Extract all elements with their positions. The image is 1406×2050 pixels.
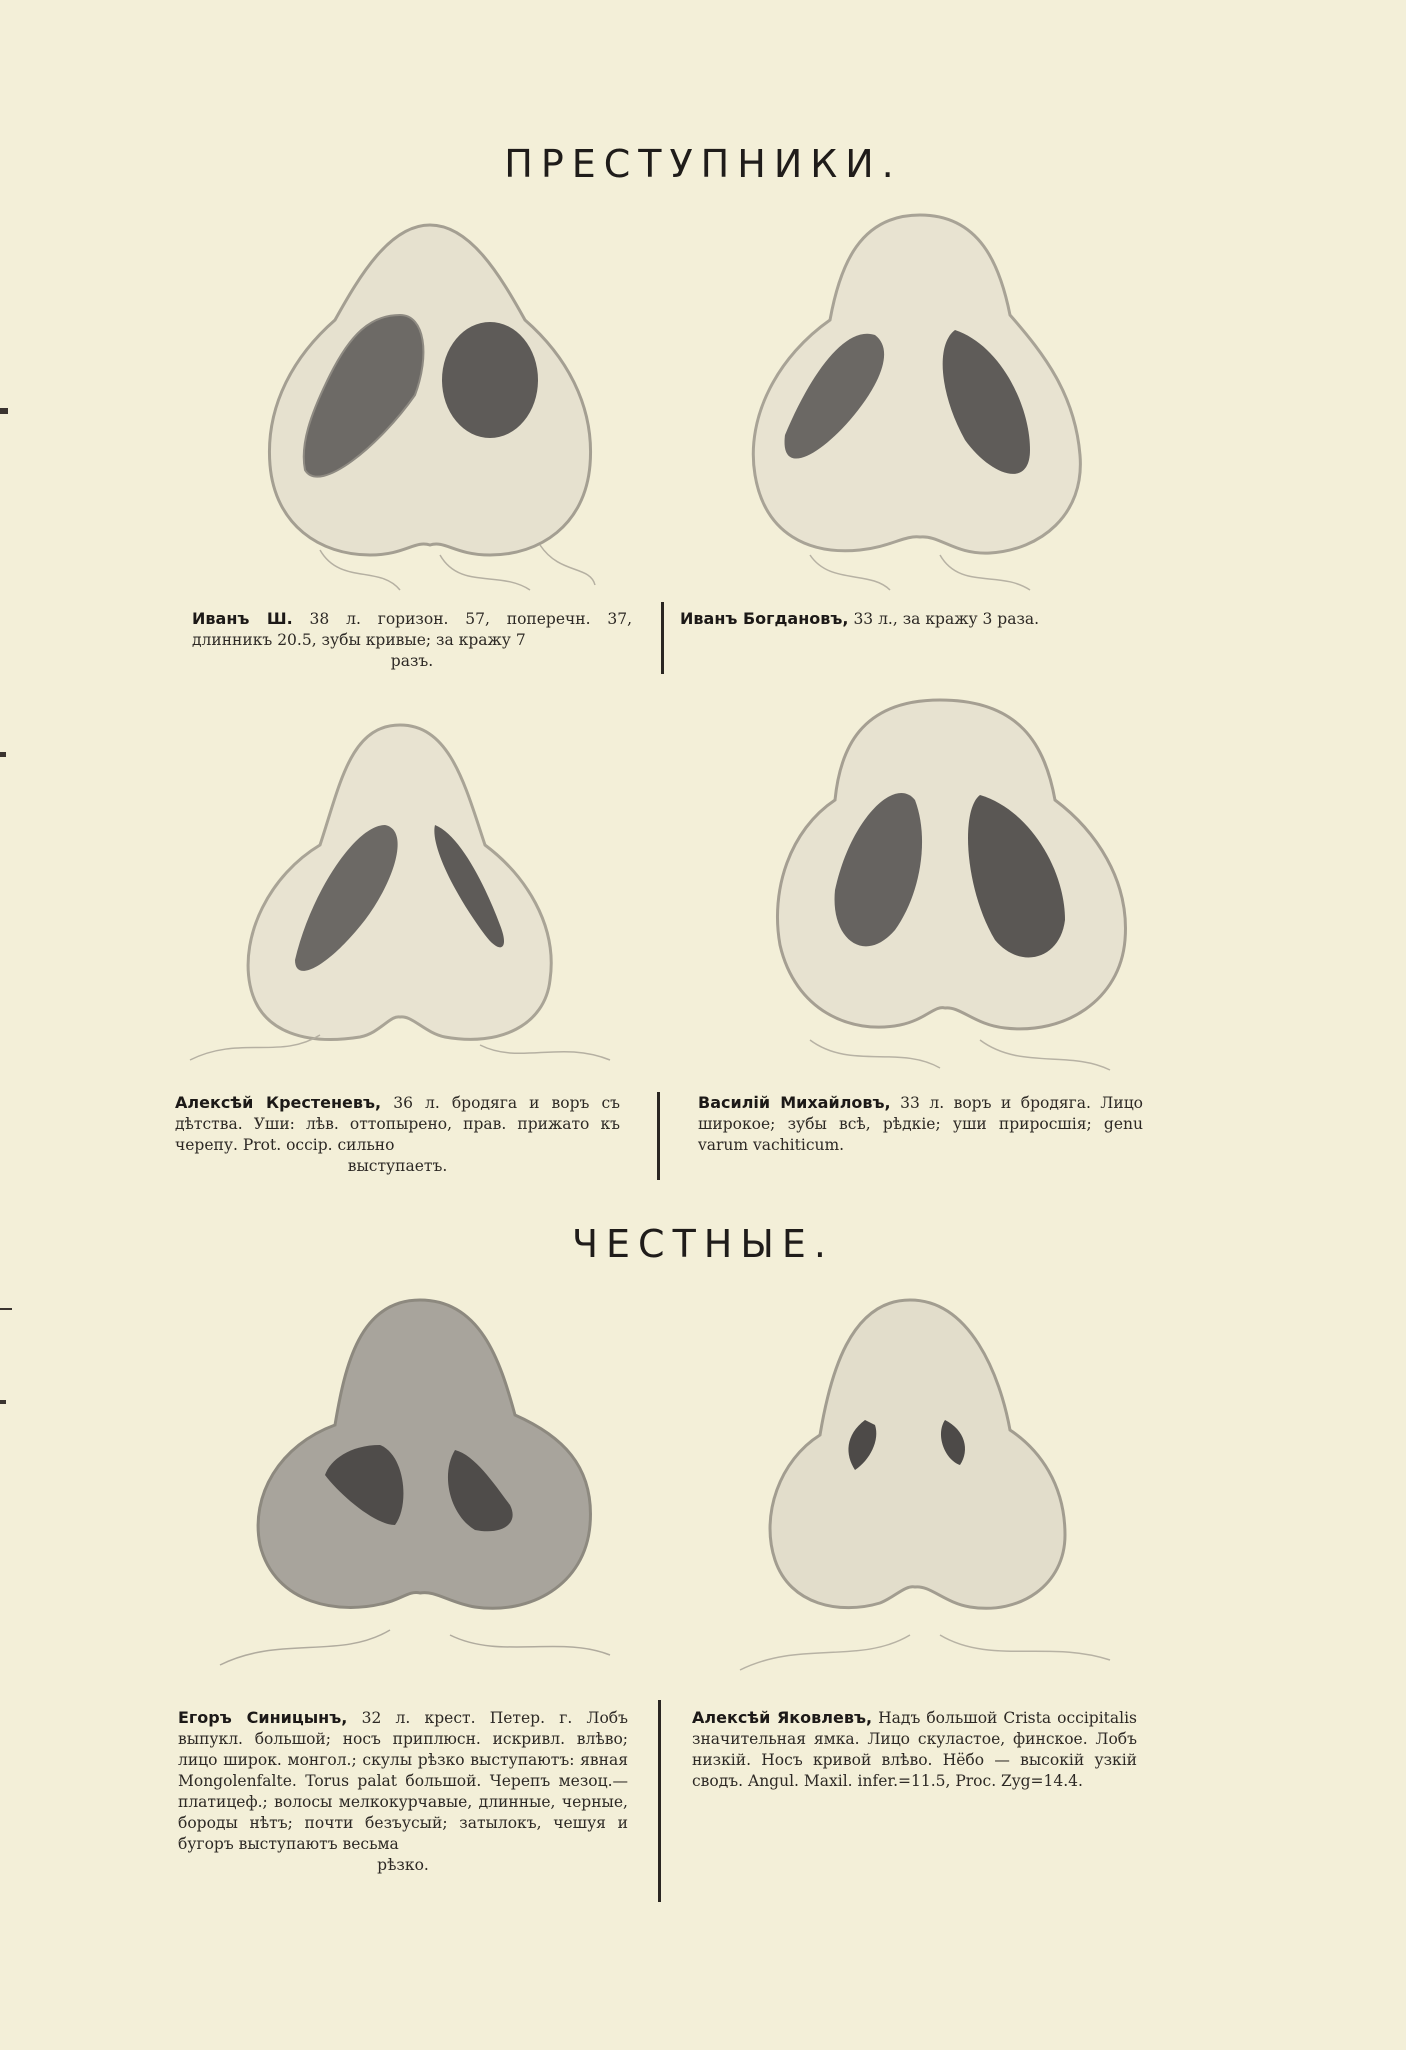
nose-illustration-1 [240,205,620,595]
caption-ivan-bogdanov [680,608,1140,630]
caption-ivan-sh [192,608,632,672]
nose-illustration-4 [740,690,1140,1075]
caption-text: 33 л. воръ и бродяга. Лицо широкое; зубы всѣ, рѣдкіе; уши приросшія; genu varum vachiticum. [698,1094,1143,1154]
caption-text: 38 л. горизон. 57, поперечн. 37, длинникъ 20.5, зубы кривые; за кражу 7 [192,610,632,649]
column-divider [661,602,664,674]
caption-text-end: рѣзко. [377,1856,429,1874]
caption-aleksey-yakovlev [692,1707,1137,1792]
heading-criminals: ПРЕСТУПНИКИ. [504,142,902,186]
caption-text: 32 л. крест. Петер. г. Лобъ выпукл. большой; носъ приплюсн. искривл. влѣво; лицо широк. монгол.; скулы рѣзко выступаютъ: явная Mongolenfalte. Torus palat большой. Черепъ мезоц.—платицеф.; волосы мелкокурчавые, длинные, черные, бороды нѣтъ; почти безъусый; затылокъ, чешуя и бугоръ выступаютъ весьма [178,1709,628,1853]
nose-illustration-3 [180,715,620,1075]
column-divider [658,1700,661,1902]
caption-text: 33 л., за кражу 3 раза. [853,610,1040,628]
caption-egor-sinitsyn [178,1707,628,1876]
nose-illustration-5 [200,1285,620,1685]
heading-honest: ЧЕСТНЫЕ. [572,1222,834,1266]
nose-illustration-6 [720,1285,1120,1685]
scan-mark [0,408,8,414]
caption-name: Василій Михайловъ, [698,1093,891,1112]
scan-mark [0,752,6,757]
caption-name: Иванъ Богдановъ, [680,609,849,628]
caption-name: Алексѣй Крестеневъ, [175,1093,382,1112]
scan-mark [0,1400,6,1404]
caption-text: 36 л. бродяга и воръ съ дѣтства. Уши: лѣв. оттопырено, прав. прижато къ черепу. Prot. occip. сильно [175,1094,621,1154]
column-divider [657,1092,660,1180]
nose-illustration-2 [720,205,1100,595]
caption-name: Егоръ Синицынъ, [178,1708,348,1727]
caption-text: Надъ большой Crista occipitalis значительная ямка. Лицо скуластое, финское. Лобъ низкій. Носъ кривой влѣво. Нёбо — высокій узкій сводъ. Angul. Maxil. infer.=11.5, Proc. Zyg=14.4. [692,1709,1137,1790]
caption-name: Иванъ Ш. [192,609,293,628]
scan-mark [0,1308,12,1310]
caption-name: Алексѣй Яковлевъ, [692,1708,873,1727]
caption-vasiliy-mikhaylov [698,1092,1143,1156]
caption-text-end: выступаетъ. [347,1157,448,1175]
caption-text-end: разъ. [390,652,434,670]
caption-aleksey-krestenev [175,1092,620,1177]
